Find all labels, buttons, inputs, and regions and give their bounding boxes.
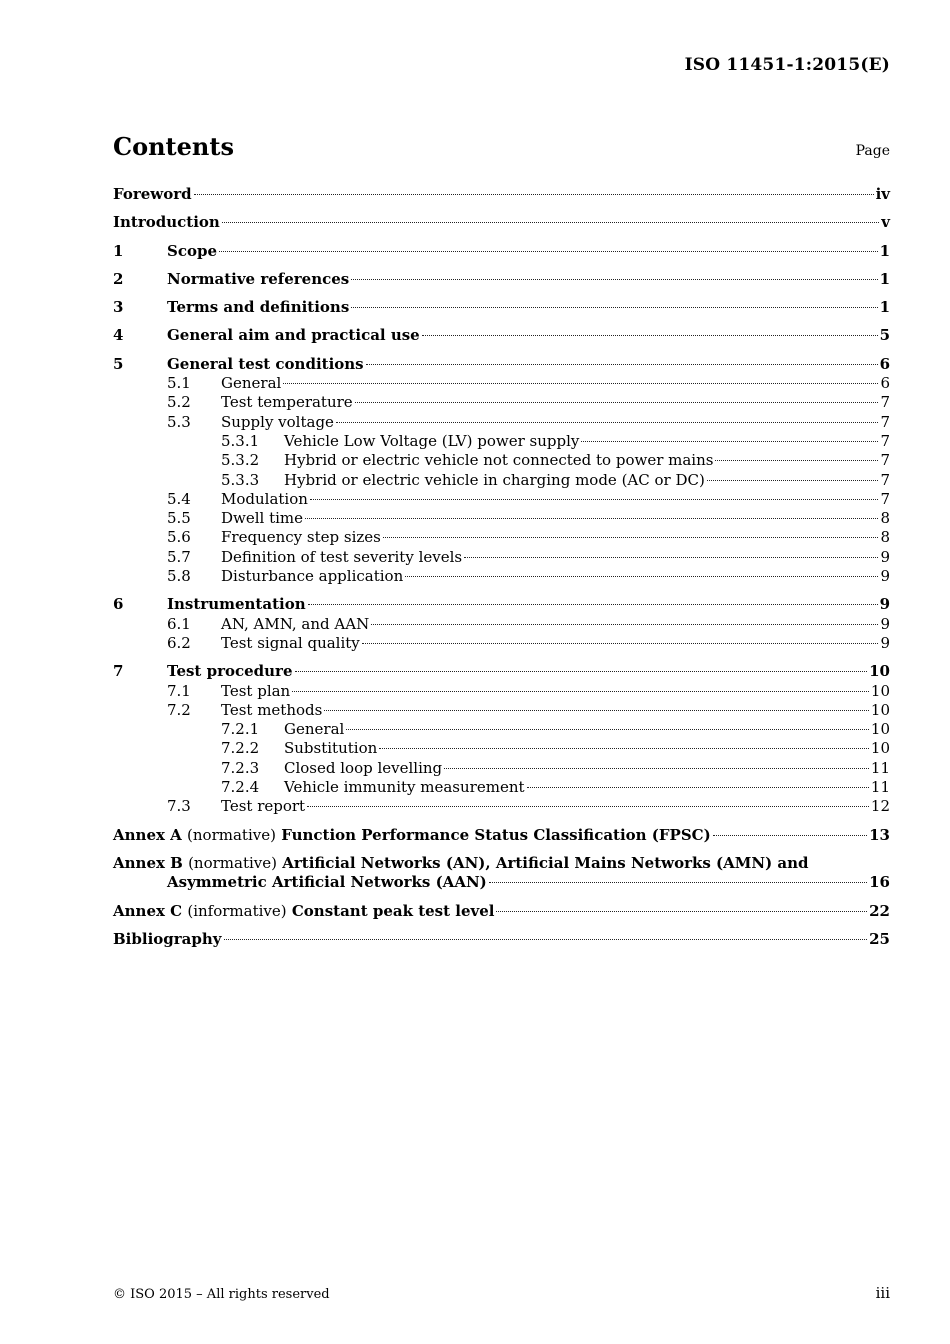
dot-leader [581,441,878,442]
toc-entry-4[interactable] [113,326,890,345]
dot-leader [336,422,879,423]
dot-leader [351,279,877,280]
toc-title: General [284,720,345,739]
toc-page: 10 [869,662,890,681]
annex-type: (normative) [187,825,276,844]
dot-leader [707,480,879,481]
toc-page: 1 [879,241,890,260]
dot-leader [351,307,877,308]
toc-entry-5-7[interactable] [113,548,890,567]
toc-number: 5.7 [167,547,191,566]
toc-number: 5.3.2 [221,451,260,470]
toc-number: 7.1 [167,681,191,700]
toc-title: General aim and practical use [167,326,420,345]
toc-title: Modulation [221,489,308,508]
toc-entry-6-1[interactable] [113,615,890,634]
dot-leader [464,557,878,558]
dot-leader [379,748,869,749]
toc-entry-3[interactable] [113,298,890,317]
toc-number: 5.5 [167,509,191,528]
toc-entry-7-2[interactable] [113,701,890,720]
toc-page: 10 [870,681,890,700]
toc-number: 6 [113,595,124,614]
table-of-contents [113,185,890,949]
dot-leader [295,671,868,672]
dot-leader [715,460,878,461]
dot-leader [292,691,869,692]
toc-page: 10 [870,720,890,739]
dot-leader [305,518,878,519]
toc-title: Vehicle Low Voltage (LV) power supply [284,431,580,450]
toc-number: 1 [113,241,124,260]
toc-number: 7 [113,662,124,681]
toc-entry-6-2[interactable] [113,634,890,653]
toc-number: 6.1 [167,614,191,633]
annex-type: (informative) [187,901,287,920]
toc-title: Hybrid or electric vehicle in charging mode (AC or DC) [284,470,705,489]
toc-entry-5-3-3[interactable] [113,471,890,490]
toc-entry-7-2-1[interactable] [113,720,890,739]
toc-page: 9 [880,567,890,586]
annex-title: Constant peak test level [291,901,495,920]
toc-title: Test report [221,797,306,816]
page-number: iii [875,1284,890,1302]
annex-b-second-line [113,873,890,892]
toc-number: 6.2 [167,633,191,652]
toc-entry-5-6[interactable] [113,528,890,547]
dot-leader [308,604,878,605]
dot-leader [219,251,878,252]
toc-entry-7[interactable] [113,662,890,681]
dot-leader [362,643,879,644]
toc-title: Dwell time [221,509,304,528]
dot-leader [405,576,878,577]
annex-label: Annex A [113,825,182,844]
toc-page: 7 [880,412,890,431]
toc-title: AN, AMN, and AAN [221,614,370,633]
toc-entry-5-4[interactable] [113,490,890,509]
toc-title: Disturbance application [221,567,404,586]
toc-page: 7 [880,470,890,489]
toc-page: 9 [880,633,890,652]
annex-type: (normative) [188,853,277,872]
dot-leader [366,364,878,365]
toc-number: 7.2 [167,700,191,719]
toc-page: 6 [879,354,890,373]
toc-title: Test methods [221,700,323,719]
toc-entry-6[interactable] [113,595,890,614]
toc-number: 5.1 [167,374,191,393]
dot-leader [713,835,867,836]
toc-page: 16 [869,873,890,892]
dot-leader [307,806,869,807]
toc-number: 5.6 [167,528,191,547]
toc-page: 25 [869,929,890,948]
toc-entry-annex-c[interactable] [113,902,890,921]
toc-title: Test plan [221,681,291,700]
toc-title: Normative references [167,269,350,288]
toc-entry-1[interactable] [113,242,890,261]
toc-title: Substitution [284,739,378,758]
dot-leader [224,939,868,940]
toc-page: 6 [880,374,890,393]
toc-page: 10 [870,700,890,719]
toc-page: 9 [880,614,890,633]
annex-title-line1: Artificial Networks (AN), Artificial Mains Networks (AMN) and [282,853,809,872]
toc-entry-foreword[interactable] [113,185,890,204]
toc-number: 5.3.1 [221,431,260,450]
toc-page: 8 [880,509,890,528]
dot-leader [194,194,874,195]
annex-title: Function Performance Status Classification (FPSC) [281,825,711,844]
contents-title: Contents [113,132,234,161]
toc-page: iv [875,185,890,203]
dot-leader [222,222,879,223]
dot-leader [444,768,869,769]
toc-number: 7.2.1 [221,720,260,739]
toc-title: Test signal quality [221,633,360,652]
annex-label: Annex B [113,853,183,872]
toc-title [113,826,711,845]
toc-title: Frequency step sizes [221,528,381,547]
toc-title: Test procedure [167,662,293,681]
dot-leader [355,402,879,403]
toc-number: 7.2.4 [221,778,260,797]
toc-page: v [881,213,890,232]
toc-title: Bibliography [113,929,222,948]
toc-title: Scope [167,241,218,260]
toc-entry-5-3[interactable] [113,413,890,432]
toc-entry-annex-b[interactable] [113,854,890,893]
toc-page: 11 [870,778,890,797]
toc-title: General test conditions [167,354,364,373]
toc-entry-annex-a[interactable] [113,826,890,845]
dot-leader [489,882,867,883]
toc-page: 7 [880,489,890,508]
dot-leader [383,537,879,538]
toc-title: Foreword [113,185,192,203]
annex-b-first-line [113,854,890,873]
toc-page: 1 [879,269,890,288]
dot-leader [346,729,869,730]
toc-entry-5-3-1[interactable] [113,432,890,451]
toc-entry-introduction[interactable] [113,213,890,232]
copyright-notice: © ISO 2015 – All rights reserved [113,1287,330,1302]
toc-title: Instrumentation [167,595,306,614]
toc-page: 12 [870,797,890,816]
dot-leader [527,787,869,788]
toc-entry-2[interactable] [113,270,890,289]
toc-title: Terms and definitions [167,298,350,317]
toc-entry-7-2-4[interactable] [113,778,890,797]
toc-entry-bibliography[interactable] [113,930,890,949]
toc-title: Test temperature [221,393,353,412]
toc-page: 9 [879,595,890,614]
toc-number: 3 [113,298,124,317]
toc-title: Supply voltage [221,412,334,431]
toc-entry-5-1[interactable] [113,374,890,393]
toc-entry-5-5[interactable] [113,509,890,528]
toc-entry-7-3[interactable] [113,797,890,816]
dot-leader [422,335,878,336]
toc-entry-7-2-3[interactable] [113,759,890,778]
toc-number: 5.4 [167,489,191,508]
page-footer [113,1284,890,1302]
toc-title [113,902,494,921]
toc-entry-5-3-2[interactable] [113,451,890,470]
page-column-label: Page [855,143,890,159]
annex-label: Annex C [113,901,183,920]
toc-title: Hybrid or electric vehicle not connected to power mains [284,451,714,470]
toc-number: 5 [113,354,124,373]
toc-page: 7 [880,451,890,470]
toc-page: 7 [880,431,890,450]
toc-entry-7-2-2[interactable] [113,739,890,758]
document-id: ISO 11451-1:2015(E) [684,55,890,75]
toc-number: 2 [113,269,124,288]
dot-leader [496,911,867,912]
toc-title: Vehicle immunity measurement [284,778,525,797]
toc-page: 5 [879,326,890,345]
toc-page: 10 [870,739,890,758]
toc-page: 9 [880,547,890,566]
contents-title-row [113,132,890,161]
toc-page: 13 [869,825,890,844]
toc-number: 5.8 [167,567,191,586]
toc-page: 1 [879,298,890,317]
dot-leader [371,624,878,625]
toc-number: 5.3 [167,412,191,431]
toc-page: 7 [880,393,890,412]
toc-number: 7.2.2 [221,739,260,758]
dot-leader [283,383,878,384]
toc-number: 7.2.3 [221,758,260,777]
annex-title-line2: Asymmetric Artificial Networks (AAN) [167,873,487,892]
toc-number: 5.3.3 [221,470,260,489]
toc-entry-5-2[interactable] [113,393,890,412]
toc-entry-5[interactable] [113,355,890,374]
toc-number: 4 [113,326,124,345]
toc-page: 22 [869,901,890,920]
toc-number: 5.2 [167,393,191,412]
toc-entry-5-8[interactable] [113,567,890,586]
toc-entry-7-1[interactable] [113,682,890,701]
toc-title: General [221,374,282,393]
dot-leader [324,710,869,711]
dot-leader [310,499,879,500]
toc-title: Closed loop levelling [284,758,443,777]
toc-page: 8 [880,528,890,547]
toc-title: Definition of test severity levels [221,547,463,566]
toc-page: 11 [870,758,890,777]
toc-number: 7.3 [167,797,191,816]
toc-title: Introduction [113,213,220,232]
